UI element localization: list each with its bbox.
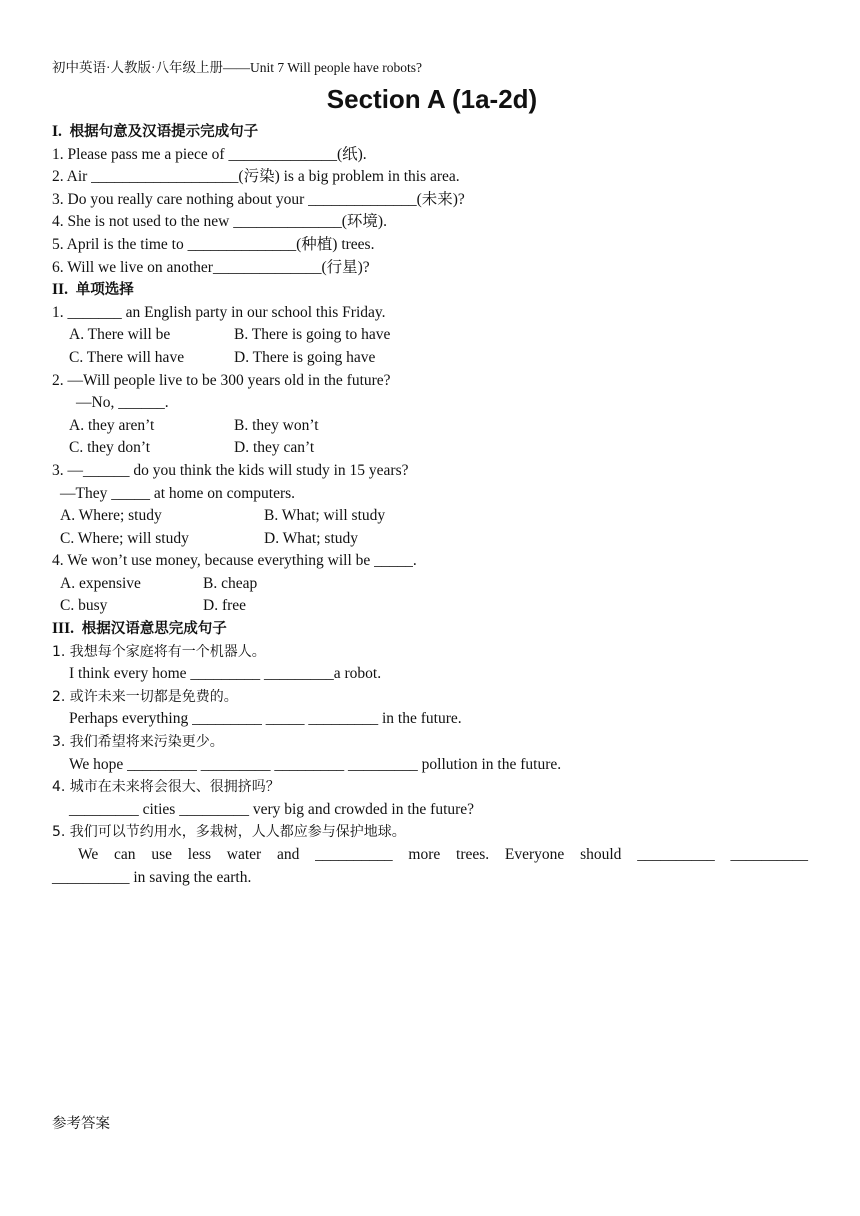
english-sentence-continued: __________ in saving the earth. (52, 868, 252, 886)
word: less (187, 846, 212, 863)
word: water (226, 846, 262, 863)
question-line: 6. Will we live on another______________(行星)? (52, 258, 370, 276)
section-heading (52, 279, 812, 302)
word: more (408, 846, 441, 863)
section-number: II. (52, 281, 68, 299)
english-sentence: I think every home _________ _________a robot. (69, 665, 382, 683)
blank: __________ (315, 846, 393, 863)
question-stem: 4. We won’t use money, because everything will be _____. (52, 552, 417, 570)
option-b: B. What; will study (264, 507, 386, 525)
option-c: C. Where; will study (60, 529, 189, 547)
question-reply: —No, ______. (76, 394, 169, 412)
answer-key-heading: 参考答案 (52, 1116, 110, 1132)
english-sentence-justified (52, 844, 808, 867)
word: Everyone (504, 846, 565, 863)
option-d: D. What; study (264, 529, 358, 547)
option-b: B. cheap (203, 574, 258, 592)
word: and (276, 846, 300, 863)
question-stem: 3. —______ do you think the kids will study in 15 years? (52, 461, 409, 479)
option-c: C. busy (60, 597, 108, 615)
word: We (78, 846, 99, 863)
section-number: III. (52, 620, 74, 638)
page-title: Section A (1a-2d) (326, 84, 538, 114)
question-line: 4. She is not used to the new ______________(环境). (52, 213, 387, 231)
question-line: 5. April is the time to ______________(种植) trees. (52, 235, 375, 253)
section-number: I. (52, 123, 62, 140)
option-row (52, 437, 812, 460)
option-a: A. There will be (69, 326, 171, 344)
section-heading (52, 618, 812, 641)
word: use (151, 846, 172, 863)
option-row (52, 415, 812, 438)
question-stem: 1. _______ an English party in our school this Friday. (52, 303, 386, 321)
option-b: B. they won’t (234, 416, 319, 434)
question-line: 1. Please pass me a piece of ______________(纸). (52, 145, 367, 163)
english-sentence: We hope _________ _________ _________ _________ pollution in the future. (69, 755, 562, 773)
chinese-prompt: 1. 我想每个家庭将有一个机器人。 (52, 643, 266, 660)
option-row (52, 595, 812, 618)
word: trees. (456, 846, 490, 863)
worksheet-content (52, 121, 812, 889)
option-d: D. they can’t (234, 439, 315, 457)
question-stem: 2. —Will people live to be 300 years old in the future? (52, 371, 391, 389)
chinese-prompt: 5. 我们可以节约用水，多栽树，人人都应参与保护地球。 (52, 824, 406, 841)
blank: __________ (637, 846, 715, 863)
option-c: C. they don’t (69, 439, 151, 457)
option-c: C. There will have (69, 348, 185, 366)
question-line: 3. Do you really care nothing about your ______________(未来)? (52, 190, 465, 208)
english-sentence: Perhaps everything _________ _____ _________ in the future. (69, 710, 462, 728)
page-header: 初中英语·人教版·八年级上册——Unit 7 Will people have robots? (52, 60, 423, 75)
section-title: 根据句意及汉语提示完成句子 (69, 124, 259, 140)
option-row (52, 324, 812, 347)
question-line: 2. Air ___________________(污染) is a big problem in this area. (52, 168, 460, 186)
option-d: D. free (203, 597, 247, 615)
option-row (52, 347, 812, 370)
question-reply: —They _____ at home on computers. (60, 484, 296, 502)
option-row (52, 528, 812, 551)
option-a: A. Where; study (60, 507, 162, 525)
section-heading (52, 121, 812, 144)
option-a: A. they aren’t (69, 416, 155, 434)
option-d: D. There is going have (234, 348, 376, 366)
word: should (580, 846, 622, 863)
chinese-prompt: 3. 我们希望将来污染更少。 (52, 734, 224, 751)
option-row (52, 505, 812, 528)
word: can (114, 846, 136, 863)
blank: __________ (730, 846, 808, 863)
chinese-prompt: 2. 或许未来一切都是免费的。 (52, 688, 238, 705)
section-title: 根据汉语意思完成句子 (81, 621, 227, 638)
option-a: A. expensive (60, 574, 141, 592)
section-title: 单项选择 (75, 282, 134, 299)
option-b: B. There is going to have (234, 326, 391, 344)
option-row (52, 573, 812, 596)
chinese-prompt: 4. 城市在未来将会很大、很拥挤吗？ (52, 779, 280, 796)
english-sentence: _________ cities _________ very big and crowded in the future? (69, 800, 475, 818)
